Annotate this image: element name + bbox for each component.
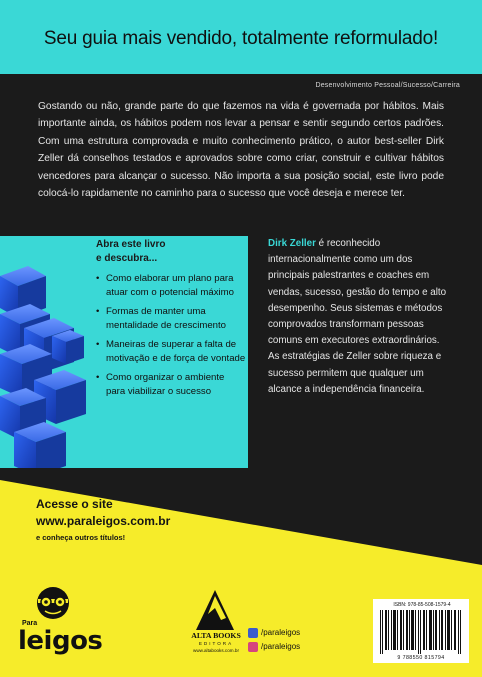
- box-title-line2: e descubra...: [96, 253, 158, 264]
- logo-para-text: Para: [22, 620, 38, 627]
- barcode-digits: 9 788550 815794: [397, 655, 445, 661]
- instagram-link[interactable]: [248, 641, 300, 653]
- intro-paragraph: Gostando ou não, grande parte do que fazemos na vida é governada por hábitos. Mais importante ainda, os hábitos podem nos levar a pensar e sentir segundo certos padrões. Com uma estrutura comprovada e muito conhecimento prático, o autor best-seller Dirk Zeller dá conselhos testados e aprovados sobre como criar, construir e cultivar hábitos vencedores para alcançar o sucesso. Não importa a sua posição social, este livro pode colocá-lo rapidamente no caminho para o sucesso que você deseja e merece ter.: [38, 101, 444, 200]
- barcode-icon: [378, 610, 464, 654]
- box-bullet-list: [96, 272, 246, 404]
- facebook-icon: [248, 628, 258, 638]
- logo-leigos-text: leigos: [18, 626, 103, 656]
- list-item: • Como elaborar um plano para atuar com o potencial máximo: [96, 272, 246, 299]
- list-item: • Maneiras de superar a falta de motivação e de força de vontade: [96, 338, 246, 365]
- site-heading: Acesse o site: [36, 497, 113, 511]
- site-url-link[interactable]: www.paraleigos.com.br: [36, 514, 171, 528]
- box-title-line1: Abra este livro: [96, 239, 166, 250]
- site-tagline: e conheça outros títulos!: [36, 533, 126, 542]
- headline: Seu guia mais vendido, totalmente reformulado!: [43, 28, 439, 49]
- facebook-link[interactable]: [248, 627, 300, 639]
- publisher-url: www.altabooks.com.br: [193, 648, 239, 653]
- author-name: Dirk Zeller: [268, 238, 316, 249]
- instagram-handle: /paraleigos: [261, 642, 301, 651]
- list-item: • Formas de manter uma mentalidade de crescimento: [96, 305, 246, 332]
- publisher-sub: EDITORA: [198, 641, 234, 646]
- alta-books-mountain-icon: [188, 590, 242, 630]
- publisher-name: ALTA BOOKS: [191, 631, 241, 640]
- list-item: • Como organizar o ambiente para viabilizar o sucesso: [96, 371, 246, 398]
- box-title: [96, 238, 165, 266]
- facebook-handle: /paraleigos: [261, 628, 301, 637]
- instagram-icon: [248, 642, 258, 652]
- isbn-label: ISBN: 978-85-508-1579-4: [393, 602, 451, 608]
- author-bio-text: é reconhecido internacionalmente como um dos principais palestrantes e coaches em vendas, sucesso, gestão do tempo e alto desempenho. Seus sistemas e métodos comprovados transformam pessoas comuns em executores extraordinários. As estratégias de Zeller sobre riqueza e sucesso permitem que qualquer um alcance a independência financeira.: [268, 238, 447, 395]
- category-label: Desenvolvimento Pessoal/Sucesso/Carreira: [315, 82, 460, 89]
- author-bio: [268, 236, 448, 398]
